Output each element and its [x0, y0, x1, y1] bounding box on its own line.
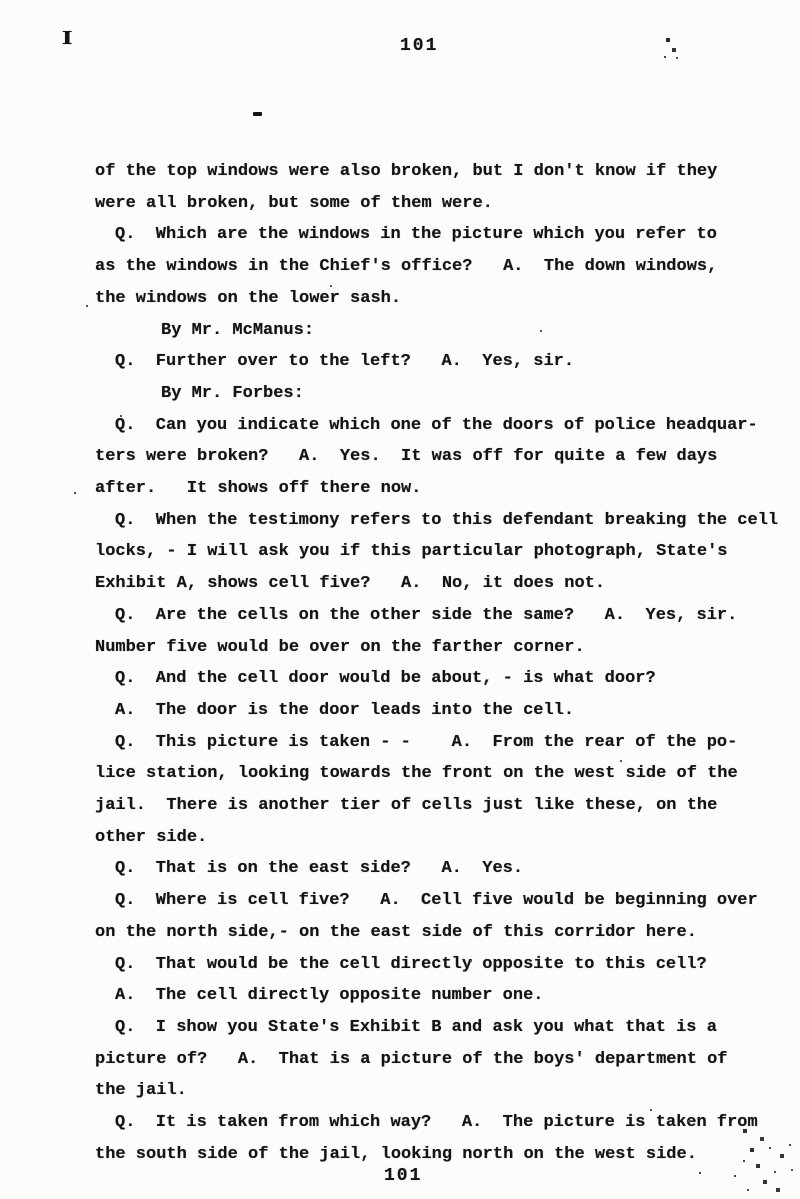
ink-blot-mark: I	[61, 28, 73, 49]
transcript-line: By Mr. McManus:	[161, 320, 315, 340]
transcript-line: Q. This picture is taken - - A. From the rear of the po-	[115, 732, 738, 752]
page-number-bottom: 101	[384, 1166, 423, 1186]
transcript-line: Q. And the cell door would be about, - is what door?	[115, 669, 656, 689]
transcript-body	[95, 156, 795, 1171]
transcript-line: Q. That would be the cell directly opposite to this cell?	[115, 954, 707, 974]
transcript-line: By Mr. Forbes:	[161, 383, 304, 403]
transcript-line: A. The cell directly opposite number one.	[115, 986, 544, 1006]
transcript-line: Q. When the testimony refers to this defendant breaking the cell	[115, 510, 779, 530]
transcript-line: Q. Further over to the left? A. Yes, sir.	[115, 352, 575, 372]
transcript-line: were all broken, but some of them were.	[95, 193, 493, 213]
transcript-line: after. It shows off there now.	[95, 479, 422, 499]
transcript-line: Q. It is taken from which way? A. The picture is taken from	[115, 1113, 758, 1133]
transcript-line: the jail.	[95, 1081, 187, 1101]
transcript-line: Q. Are the cells on the other side the same? A. Yes, sir.	[115, 605, 738, 625]
transcript-line: lice station, looking towards the front on the west side of the	[95, 764, 738, 784]
transcript-line: locks, - I will ask you if this particular photograph, State's	[95, 542, 728, 562]
transcript-line: Q. Which are the windows in the picture which you refer to	[115, 225, 717, 245]
transcript-line: jail. There is another tier of cells just like these, on the	[95, 796, 718, 816]
transcript-line: Number five would be over on the farther corner.	[95, 637, 585, 657]
transcript-line: ters were broken? A. Yes. It was off for quite a few days	[95, 447, 718, 467]
page-number-top: 101	[400, 36, 439, 56]
transcript-line: Q. I show you State's Exhibit B and ask you what that is a	[115, 1017, 717, 1037]
transcript-line: Exhibit A, shows cell five? A. No, it does not.	[95, 574, 606, 594]
ink-dash-mark	[253, 112, 262, 116]
transcript-line: the south side of the jail, looking north on the west side.	[95, 1144, 697, 1164]
transcript-line: on the north side,- on the east side of this corridor here.	[95, 922, 697, 942]
transcript-line: of the top windows were also broken, but I don't know if they	[95, 162, 718, 181]
transcript-line: A. The door is the door leads into the cell.	[115, 700, 575, 720]
transcript-line: Q. That is on the east side? A. Yes.	[115, 859, 524, 879]
transcript-line: the windows on the lower sash.	[95, 288, 402, 308]
transcript-line: as the windows in the Chief's office? A. The down windows,	[95, 257, 718, 277]
transcript-line: picture of? A. That is a picture of the boys' department of	[95, 1049, 728, 1069]
transcript-line: other side.	[95, 827, 208, 847]
transcript-line: Q. Can you indicate which one of the doors of police headquar-	[115, 415, 758, 435]
scan-noise-misc	[0, 0, 2, 2]
transcript-line: Q. Where is cell five? A. Cell five would be beginning over	[115, 891, 758, 911]
